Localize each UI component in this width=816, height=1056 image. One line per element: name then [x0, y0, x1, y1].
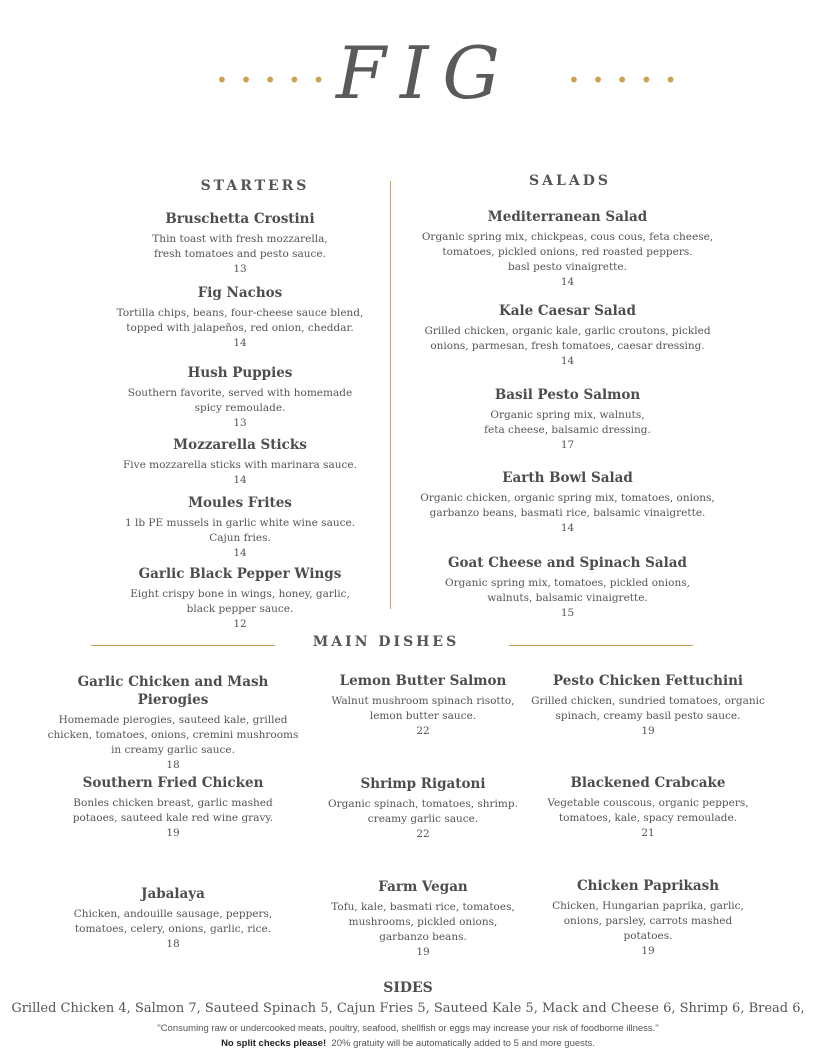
item-desc: Vegetable couscous, organic peppers,: [547, 797, 749, 809]
item-desc: Eight crispy bone in wings, honey, garlic,: [130, 588, 350, 600]
item-desc: garbanzo beans.: [379, 931, 467, 943]
item-desc: Tofu, kale, basmati rice, tomatoes,: [331, 901, 515, 913]
item-desc: walnuts, balsamic vinaigrette.: [487, 592, 648, 604]
item-desc: Thin toast with fresh mozzarella,: [152, 233, 328, 245]
item-name: Garlic Black Pepper Wings: [138, 566, 342, 582]
item-name: Garlic Chicken and Mash Pierogies: [77, 674, 269, 708]
salad-item: [395, 302, 740, 369]
left-dots-ornament: • • • • •: [216, 68, 328, 92]
item-desc: garbanzo beans, basmati rice, balsamic vinaigrette.: [429, 507, 706, 519]
item-desc: Grilled chicken, sundried tomatoes, organic: [531, 695, 765, 707]
sides-title: SIDES: [383, 980, 433, 996]
item-name: Jabalaya: [141, 886, 205, 902]
item-price: 14: [560, 276, 575, 288]
item-price: 13: [233, 263, 247, 275]
starter-item: [90, 284, 390, 351]
main-item: [314, 775, 532, 842]
item-desc: Grilled chicken, organic kale, garlic croutons, pickled: [424, 325, 711, 337]
item-price: 19: [416, 946, 430, 958]
main-item: [40, 774, 306, 841]
main-item: [40, 673, 306, 773]
item-name: Mediterranean Salad: [487, 209, 648, 225]
item-name: Farm Vegan: [378, 879, 468, 895]
item-desc: Homemade pierogies, sauteed kale, grilled: [58, 714, 288, 726]
split-check-note: [0, 1038, 816, 1049]
item-desc: Cajun fries.: [209, 532, 271, 544]
item-desc: feta cheese, balsamic dressing.: [484, 424, 651, 436]
item-desc: Organic spring mix, chickpeas, cous cous, feta cheese,: [421, 231, 714, 243]
item-name: Blackened Crabcake: [570, 775, 726, 791]
column-divider: [390, 181, 391, 609]
salad-item: [395, 554, 740, 621]
item-desc: in creamy garlic sauce.: [111, 744, 235, 756]
item-desc: spinach, creamy basil pesto sauce.: [555, 710, 741, 722]
main-item: [314, 672, 532, 739]
item-desc: Tortilla chips, beans, four-cheese sauce blend,: [116, 307, 364, 319]
main-rule-right: [509, 645, 693, 646]
item-desc: Five mozzarella sticks with marinara sauce.: [123, 459, 357, 471]
item-price: 14: [560, 355, 575, 367]
salad-item: [395, 208, 740, 290]
item-desc: Chicken, Hungarian paprika, garlic,: [552, 900, 744, 912]
starters-title: STARTERS: [200, 178, 310, 194]
item-name: Goat Cheese and Spinach Salad: [448, 555, 687, 571]
main-item: [314, 878, 532, 960]
starter-item: [90, 494, 390, 561]
item-price: 14: [233, 474, 247, 486]
item-name: Pesto Chicken Fettuchini: [552, 673, 744, 689]
item-desc: Organic chicken, organic spring mix, tomatoes, onions,: [420, 492, 715, 504]
salads-title: SALADS: [529, 173, 611, 189]
item-desc: Organic spring mix, tomatoes, pickled onions,: [445, 577, 690, 589]
item-desc: spicy remoulade.: [194, 402, 286, 414]
item-name: Hush Puppies: [187, 365, 293, 381]
item-desc: black pepper sauce.: [186, 603, 294, 615]
foodborne-disclaimer: "Consuming raw or undercooked meats, poultry, seafood, shellfish or eggs may increase your risk of foodborne illness.": [157, 1023, 659, 1034]
item-desc: tomatoes, celery, onions, garlic, rice.: [74, 923, 272, 935]
salad-item: [395, 386, 740, 453]
item-desc: potatoes.: [623, 930, 673, 942]
main-rule-left: [91, 645, 275, 646]
item-price: 21: [641, 827, 655, 839]
item-name: Earth Bowl Salad: [502, 470, 633, 486]
item-desc: potaoes, sauteed kale red wine gravy.: [72, 812, 274, 824]
item-price: 14: [560, 522, 575, 534]
item-desc: creamy garlic sauce.: [367, 813, 479, 825]
item-desc: Southern favorite, served with homemade: [127, 387, 353, 399]
item-desc: Chicken, andouille sausage, peppers,: [73, 908, 273, 920]
item-desc: basl pesto vinaigrette.: [508, 261, 627, 273]
item-name: Basil Pesto Salmon: [494, 387, 641, 403]
item-desc: fresh tomatoes and pesto sauce.: [154, 248, 326, 260]
item-desc: Bonles chicken breast, garlic mashed: [73, 797, 273, 809]
item-desc: mushrooms, pickled onions,: [348, 916, 498, 928]
main-item: [40, 885, 306, 952]
item-desc: lemon butter sauce.: [369, 710, 477, 722]
item-name: Moules Frites: [188, 495, 292, 511]
item-name: Bruschetta Crostini: [165, 211, 315, 227]
item-name: Mozzarella Sticks: [173, 437, 307, 453]
fig-logo: FIG: [336, 31, 514, 115]
item-price: 22: [416, 828, 430, 840]
starter-item: [90, 565, 390, 632]
item-desc: chicken, tomatoes, onions, cremini mushrooms: [47, 729, 299, 741]
item-price: 13: [233, 417, 247, 429]
item-price: 18: [166, 938, 180, 950]
item-price: 17: [560, 439, 575, 451]
item-name: Fig Nachos: [197, 285, 283, 301]
item-desc: 1 lb PE mussels in garlic white wine sauce.: [124, 517, 356, 529]
item-desc: tomatoes, kale, spacy remoulade.: [558, 812, 738, 824]
starter-item: [90, 210, 390, 277]
item-price: 14: [233, 547, 247, 559]
item-name: Kale Caesar Salad: [499, 303, 636, 319]
item-price: 14: [233, 337, 247, 349]
item-price: 19: [166, 827, 180, 839]
item-price: 22: [416, 725, 430, 737]
item-desc: onions, parmesan, fresh tomatoes, caesar dressing.: [430, 340, 705, 352]
item-price: 15: [560, 607, 575, 619]
item-price: 12: [233, 618, 247, 630]
item-name: Shrimp Rigatoni: [360, 776, 486, 792]
starter-item: [90, 436, 390, 488]
gratuity-note: 20% gratuity will be automatically added to 5 and more guests.: [331, 1038, 595, 1049]
item-desc: Walnut mushroom spinach risotto,: [331, 695, 515, 707]
starter-item: [90, 364, 390, 431]
item-price: 19: [641, 945, 655, 957]
main-item: [530, 774, 766, 841]
sides-list: Grilled Chicken 4, Salmon 7, Sauteed Spinach 5, Cajun Fries 5, Sauteed Kale 5, Mack and Cheese 6, Shrimp 6, Bread 6,: [11, 1001, 805, 1016]
item-desc: Organic spring mix, walnuts,: [490, 409, 645, 421]
item-name: Lemon Butter Salmon: [339, 673, 507, 689]
salad-item: [395, 469, 740, 536]
item-name: Southern Fried Chicken: [82, 775, 264, 791]
main-item: [530, 672, 766, 739]
item-name: Chicken Paprikash: [576, 878, 720, 894]
main-item: [530, 877, 766, 959]
item-desc: tomatoes, pickled onions, red roasted peppers.: [442, 246, 693, 258]
main-dishes-title: MAIN DISHES: [312, 634, 460, 650]
no-split-checks: No split checks please!: [221, 1038, 327, 1049]
item-desc: topped with jalapeños, red onion, cheddar.: [126, 322, 354, 334]
item-price: 18: [166, 759, 180, 771]
right-dots-ornament: • • • • •: [568, 68, 680, 92]
item-desc: onions, parsley, carrots mashed: [563, 915, 733, 927]
item-desc: Organic spinach, tomatoes, shrimp.: [328, 798, 518, 810]
item-price: 19: [641, 725, 655, 737]
